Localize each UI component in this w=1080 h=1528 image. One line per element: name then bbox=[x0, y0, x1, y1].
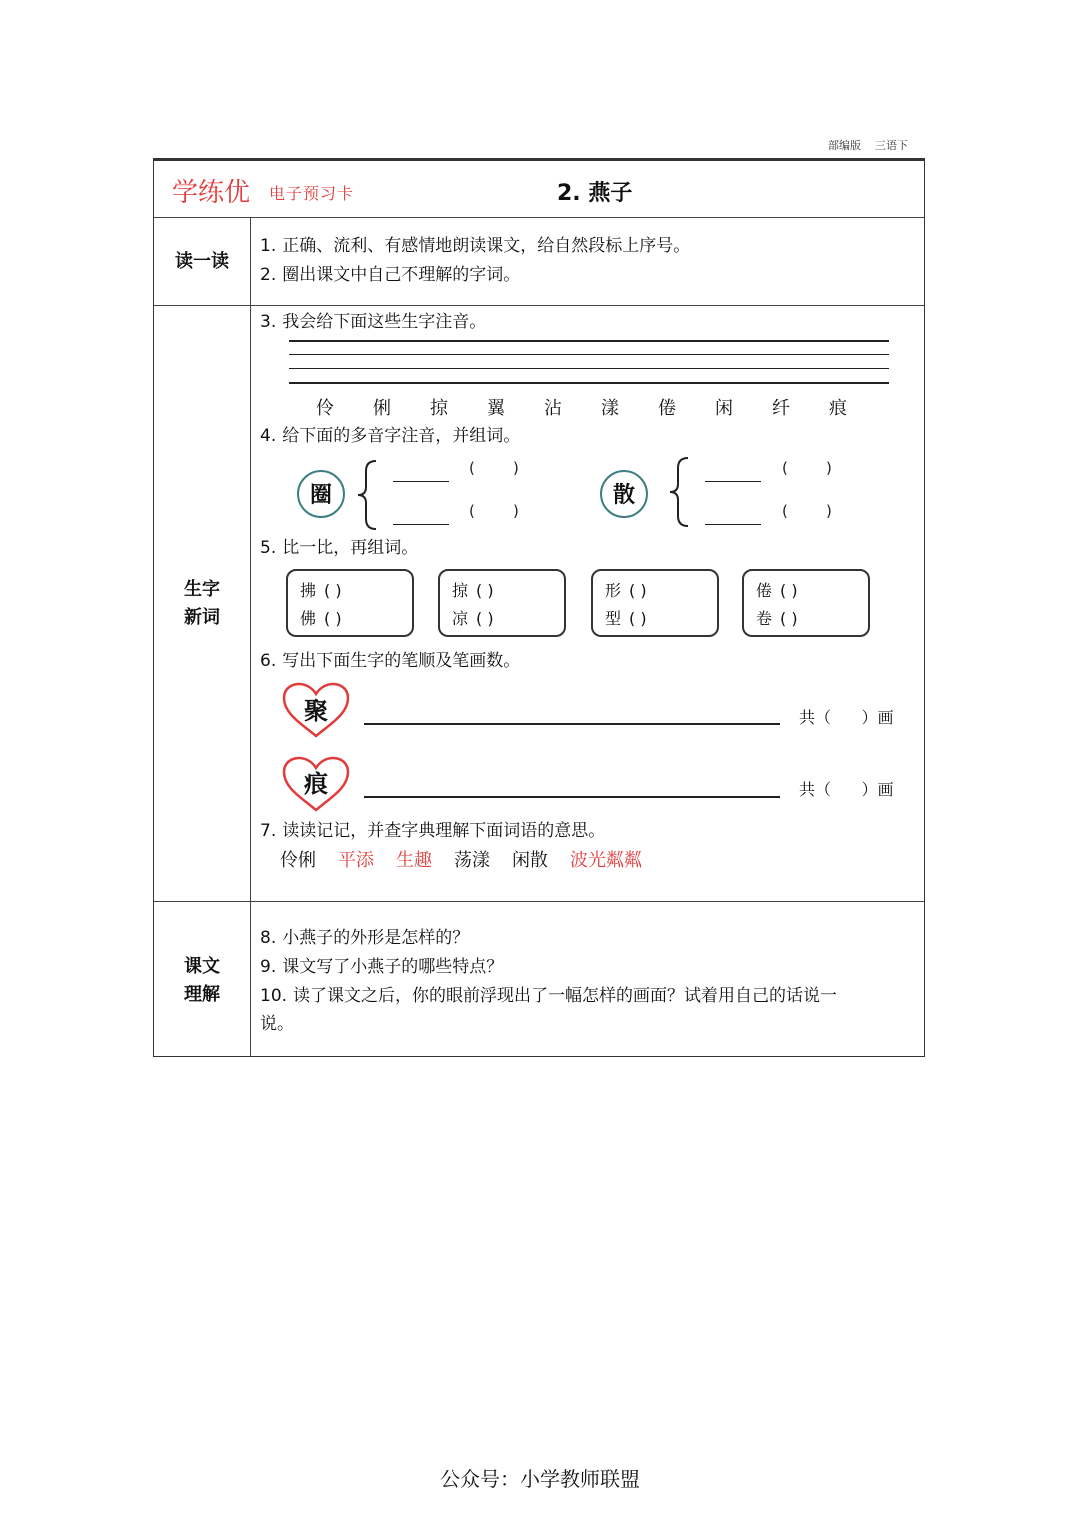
brace-icon bbox=[356, 459, 378, 531]
question-text: 小燕子的外形是怎样的？ bbox=[282, 928, 470, 948]
pinyin-paren: ( ) bbox=[782, 459, 832, 477]
stroke-char: 痕 bbox=[304, 770, 328, 798]
question-6 bbox=[260, 649, 520, 673]
vocab-word-highlight: 平添 bbox=[338, 850, 374, 871]
question-10 bbox=[260, 984, 837, 1008]
pinyin-line bbox=[289, 382, 889, 384]
read-section bbox=[154, 218, 924, 306]
question-7 bbox=[260, 819, 605, 843]
compare-paren: ( ) bbox=[629, 609, 647, 628]
compare-char: 凉 bbox=[452, 609, 469, 628]
question-2 bbox=[260, 263, 520, 287]
answer-blank[interactable] bbox=[393, 481, 449, 482]
pinyin-paren: ( ) bbox=[469, 502, 519, 520]
vocab-word: 闲散 bbox=[512, 850, 548, 871]
question-text: 比一比，再组词。 bbox=[282, 538, 419, 558]
stroke-order-line[interactable] bbox=[364, 796, 780, 798]
title-row bbox=[154, 159, 924, 218]
polyphone-circle: 散 bbox=[600, 470, 648, 518]
label-column bbox=[154, 902, 251, 1056]
char: 闲 bbox=[715, 398, 733, 419]
question-number: 6. bbox=[260, 651, 277, 671]
char: 俐 bbox=[373, 398, 391, 419]
question-text: 读了课文之后，你的眼前浮现出了一幅怎样的画面？试着用自己的话说一 bbox=[293, 986, 838, 1006]
question-10-continued bbox=[260, 1012, 294, 1036]
question-number: 4. bbox=[260, 426, 277, 446]
read-label: 读一读 bbox=[175, 251, 229, 272]
pinyin-chars bbox=[316, 394, 886, 420]
question-text: 写出下面生字的笔顺及笔画数。 bbox=[282, 651, 521, 671]
label-column bbox=[154, 218, 251, 305]
question-text: 给下面的多音字注音，并组词。 bbox=[282, 426, 521, 446]
compare-box bbox=[286, 569, 414, 637]
compare-char: 形 bbox=[605, 581, 622, 600]
vocab-word-highlight: 波光粼粼 bbox=[570, 850, 642, 871]
question-number: 2. bbox=[260, 265, 277, 285]
question-number: 10. bbox=[260, 986, 288, 1006]
brace-icon bbox=[668, 456, 690, 528]
question-text: 课文写了小燕子的哪些特点？ bbox=[282, 957, 504, 977]
edition-label bbox=[828, 137, 922, 153]
char: 痕 bbox=[829, 398, 847, 419]
question-8 bbox=[260, 926, 469, 950]
pinyin-paren: ( ) bbox=[782, 502, 832, 520]
stroke-count-blank: 共（ ）画 bbox=[799, 708, 894, 727]
compare-box bbox=[591, 569, 719, 637]
comprehension-section bbox=[154, 902, 924, 1056]
lesson-title: 2. 燕子 bbox=[557, 181, 633, 206]
question-number: 9. bbox=[260, 957, 277, 977]
grade-text: 三语下 bbox=[875, 139, 908, 152]
question-number: 8. bbox=[260, 928, 277, 948]
question-9 bbox=[260, 955, 503, 979]
compare-box bbox=[438, 569, 566, 637]
question-3 bbox=[260, 310, 486, 334]
char: 掠 bbox=[430, 398, 448, 419]
compare-box bbox=[742, 569, 870, 637]
stroke-count-blank: 共（ ）画 bbox=[799, 780, 894, 799]
char: 沾 bbox=[544, 398, 562, 419]
new-words-label-2: 新词 bbox=[184, 607, 220, 628]
question-1 bbox=[260, 234, 690, 258]
edition-text: 部编版 bbox=[828, 139, 861, 152]
card-subtitle: 电子预习卡 bbox=[269, 184, 355, 203]
char: 翼 bbox=[487, 398, 505, 419]
char: 纤 bbox=[772, 398, 790, 419]
compare-char: 拂 bbox=[300, 581, 317, 600]
compare-char: 卷 bbox=[756, 609, 773, 628]
vocab-words bbox=[280, 846, 664, 872]
compare-paren: ( ) bbox=[324, 581, 342, 600]
question-5 bbox=[260, 536, 418, 560]
polyphone-circle: 圈 bbox=[297, 470, 345, 518]
compare-char: 倦 bbox=[756, 581, 773, 600]
question-number: 3. bbox=[260, 312, 277, 332]
question-4 bbox=[260, 424, 520, 448]
char: 倦 bbox=[658, 398, 676, 419]
answer-blank[interactable] bbox=[705, 524, 761, 525]
pinyin-paren: ( ) bbox=[469, 459, 519, 477]
new-words-section bbox=[154, 306, 924, 902]
compare-char: 掠 bbox=[452, 581, 469, 600]
answer-blank[interactable] bbox=[705, 481, 761, 482]
question-text: 读读记记，并查字典理解下面词语的意思。 bbox=[282, 821, 606, 841]
preview-card bbox=[153, 158, 925, 1057]
compare-paren: ( ) bbox=[780, 609, 798, 628]
pinyin-line bbox=[289, 340, 889, 342]
pinyin-line bbox=[289, 368, 889, 369]
comprehension-label-2: 理解 bbox=[184, 984, 220, 1005]
vocab-word-highlight: 生趣 bbox=[396, 850, 432, 871]
pinyin-line bbox=[289, 354, 889, 355]
compare-paren: ( ) bbox=[780, 581, 798, 600]
brand-name: 学练优 bbox=[172, 178, 251, 208]
compare-paren: ( ) bbox=[476, 581, 494, 600]
footer-wechat: 公众号：小学教师联盟 bbox=[440, 1467, 640, 1491]
question-number: 5. bbox=[260, 538, 277, 558]
compare-paren: ( ) bbox=[324, 609, 342, 628]
question-text: 我会给下面这些生字注音。 bbox=[282, 312, 487, 332]
stroke-char: 聚 bbox=[304, 697, 328, 725]
stroke-order-line[interactable] bbox=[364, 723, 780, 725]
compare-char: 佛 bbox=[300, 609, 317, 628]
compare-paren: ( ) bbox=[476, 609, 494, 628]
question-text: 正确、流利、有感情地朗读课文，给自然段标上序号。 bbox=[282, 236, 691, 256]
label-column bbox=[154, 306, 251, 901]
char: 伶 bbox=[316, 398, 334, 419]
question-text: 说。 bbox=[260, 1014, 294, 1034]
answer-blank[interactable] bbox=[393, 524, 449, 525]
compare-paren: ( ) bbox=[629, 581, 647, 600]
compare-char: 型 bbox=[605, 609, 622, 628]
comprehension-label-1: 课文 bbox=[184, 956, 220, 977]
char: 漾 bbox=[601, 398, 619, 419]
question-number: 1. bbox=[260, 236, 277, 256]
new-words-label-1: 生字 bbox=[184, 579, 220, 600]
question-text: 圈出课文中自己不理解的字词。 bbox=[282, 265, 521, 285]
vocab-word: 荡漾 bbox=[454, 850, 490, 871]
vocab-word: 伶俐 bbox=[280, 850, 316, 871]
question-number: 7. bbox=[260, 821, 277, 841]
